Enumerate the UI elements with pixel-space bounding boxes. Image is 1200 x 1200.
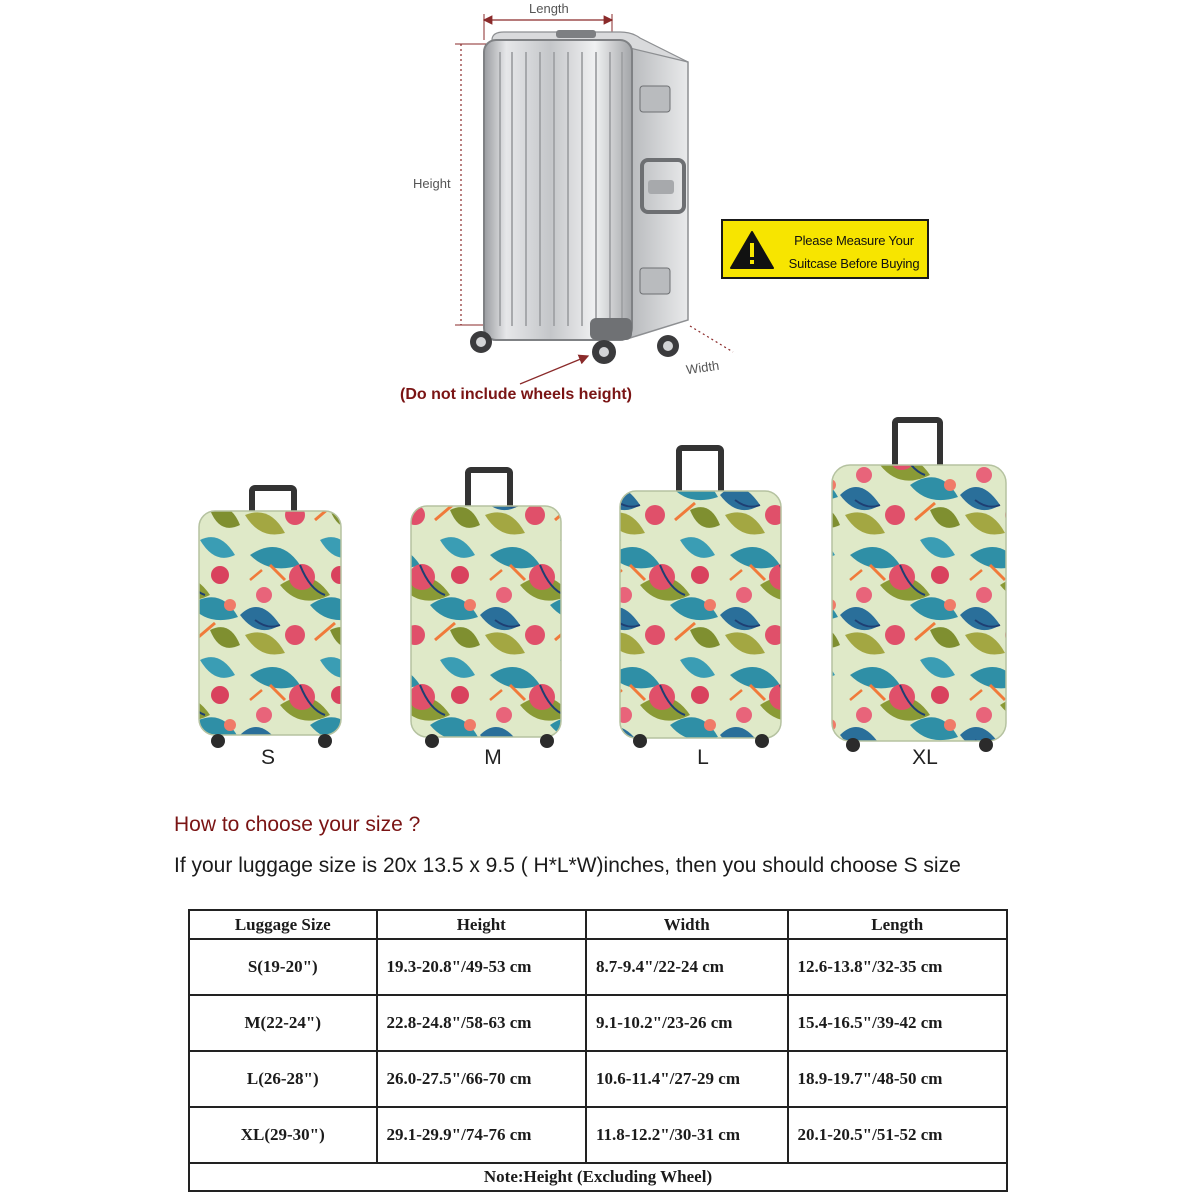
warning-triangle-icon xyxy=(729,229,775,271)
table-row xyxy=(189,995,1007,1051)
cover-l xyxy=(620,448,781,748)
size-label-l: L xyxy=(697,746,709,769)
cell-width: 8.7-9.4"/22-24 cm xyxy=(586,939,788,995)
table-note: Note:Height (Excluding Wheel) xyxy=(189,1163,1007,1191)
header-height: Height xyxy=(377,910,586,939)
length-label: Length xyxy=(529,1,569,16)
cell-size: M(22-24") xyxy=(189,995,377,1051)
table-note-row xyxy=(189,1163,1007,1191)
table-header-row xyxy=(189,910,1007,939)
wheels-note: (Do not include wheels height) xyxy=(400,386,632,403)
size-guide-title: How to choose your size ? xyxy=(174,813,421,836)
cell-length: 20.1-20.5"/51-52 cm xyxy=(788,1107,1007,1163)
warning-line-2: Suitcase Before Buying xyxy=(788,256,920,271)
cell-height: 29.1-29.9"/74-76 cm xyxy=(377,1107,586,1163)
cell-length: 18.9-19.7"/48-50 cm xyxy=(788,1051,1007,1107)
warning-text xyxy=(781,229,927,275)
cell-width: 10.6-11.4"/27-29 cm xyxy=(586,1051,788,1107)
cell-size: S(19-20") xyxy=(189,939,377,995)
size-label-m: M xyxy=(484,746,502,769)
cell-size: L(26-28") xyxy=(189,1051,377,1107)
measure-warning-banner xyxy=(721,219,929,279)
warning-line-1: Please Measure Your xyxy=(794,233,914,248)
table-row xyxy=(189,939,1007,995)
header-length: Length xyxy=(788,910,1007,939)
cell-height: 19.3-20.8"/49-53 cm xyxy=(377,939,586,995)
cell-length: 12.6-13.8"/32-35 cm xyxy=(788,939,1007,995)
cover-m xyxy=(411,470,561,748)
size-label-s: S xyxy=(260,746,275,769)
size-chart-table xyxy=(188,909,1008,1192)
cell-height: 22.8-24.8"/58-63 cm xyxy=(377,995,586,1051)
width-label: Width xyxy=(685,357,721,378)
cell-height: 26.0-27.5"/66-70 cm xyxy=(377,1051,586,1107)
size-comparison xyxy=(0,415,1200,795)
table-row xyxy=(189,1107,1007,1163)
cell-size: XL(29-30") xyxy=(189,1107,377,1163)
luggage-covers-illustration xyxy=(0,415,1200,755)
size-label-xl: XL xyxy=(912,746,938,769)
header-width: Width xyxy=(586,910,788,939)
height-label: Height xyxy=(413,176,451,191)
cell-width: 9.1-10.2"/23-26 cm xyxy=(586,995,788,1051)
table-row xyxy=(189,1051,1007,1107)
size-guide-example: If your luggage size is 20x 13.5 x 9.5 ( H*L*W)inches, then you should choose S size xyxy=(174,854,961,877)
header-luggage-size: Luggage Size xyxy=(189,910,377,939)
cover-s xyxy=(199,488,341,748)
cell-length: 15.4-16.5"/39-42 cm xyxy=(788,995,1007,1051)
cover-xl xyxy=(832,420,1006,752)
cell-width: 11.8-12.2"/30-31 cm xyxy=(586,1107,788,1163)
suitcase-illustration xyxy=(0,0,1200,420)
suitcase-diagram xyxy=(0,0,1200,420)
